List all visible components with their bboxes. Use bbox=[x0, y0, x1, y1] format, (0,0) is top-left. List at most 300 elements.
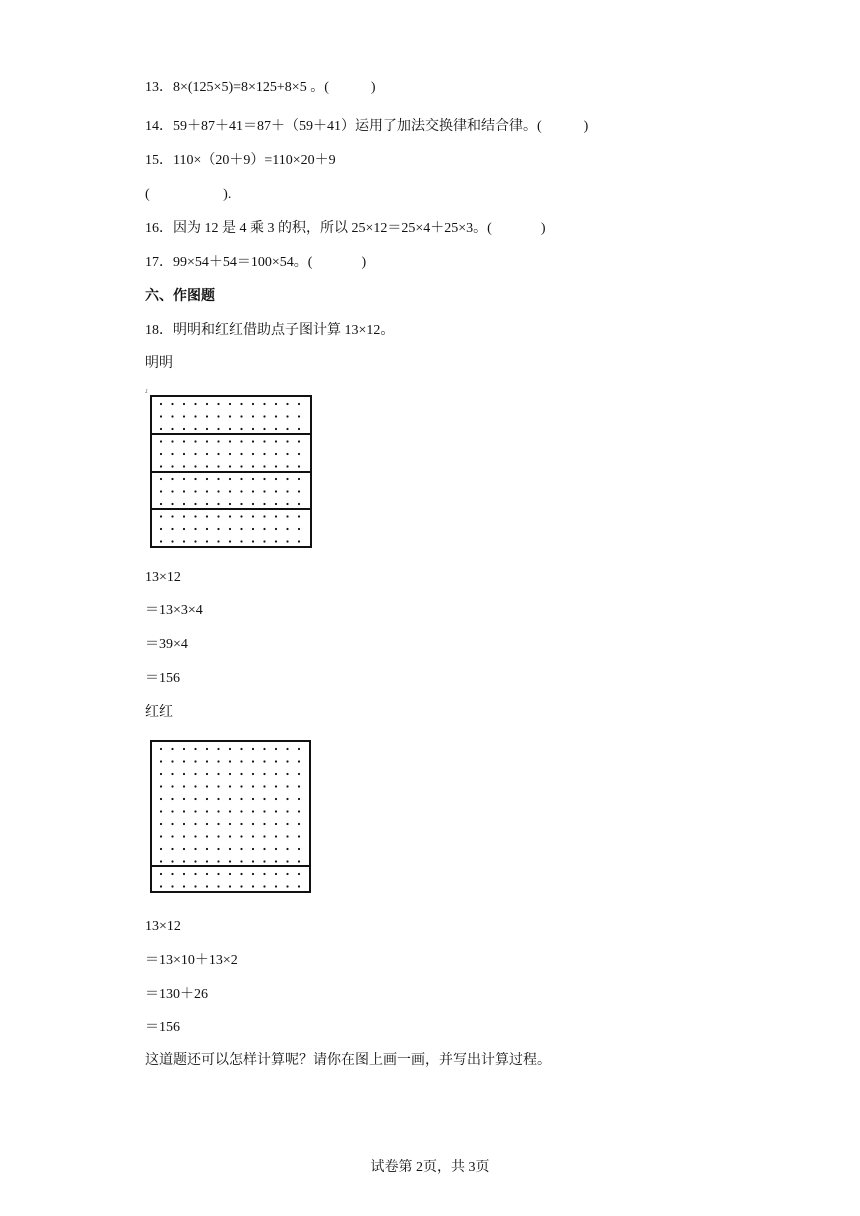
grid-dot bbox=[229, 798, 231, 800]
grid-dot bbox=[217, 873, 219, 875]
grid-dot bbox=[286, 873, 288, 875]
grid-dot bbox=[275, 810, 277, 812]
grid-dot bbox=[286, 453, 288, 455]
grid-dot bbox=[229, 760, 231, 762]
grid-dot bbox=[286, 810, 288, 812]
grid-dot bbox=[286, 885, 288, 887]
grid-dot bbox=[229, 810, 231, 812]
grid-dot bbox=[298, 465, 300, 467]
grid-dot bbox=[298, 785, 300, 787]
grid-dot bbox=[286, 798, 288, 800]
grid-dot bbox=[160, 403, 162, 405]
question-17: 17．99×54＋54＝100×54。( ) bbox=[145, 255, 367, 270]
grid-dot bbox=[263, 798, 265, 800]
grid-dot bbox=[160, 860, 162, 862]
grid-dot bbox=[286, 835, 288, 837]
grid-dot bbox=[286, 748, 288, 750]
grid-dot bbox=[160, 885, 162, 887]
grid-dot bbox=[252, 823, 254, 825]
grid-dot bbox=[194, 835, 196, 837]
grid-dot bbox=[206, 528, 208, 530]
grid-dot bbox=[160, 428, 162, 430]
grid-dot bbox=[286, 528, 288, 530]
grid-dot bbox=[217, 415, 219, 417]
grid-dot bbox=[229, 515, 231, 517]
grid-dot bbox=[194, 440, 196, 442]
grid-dot bbox=[240, 785, 242, 787]
grid-dot bbox=[183, 490, 185, 492]
grid-dot bbox=[240, 540, 242, 542]
grid-dot bbox=[286, 785, 288, 787]
grid-dot bbox=[206, 785, 208, 787]
grid-dot bbox=[252, 885, 254, 887]
grid-dot bbox=[160, 453, 162, 455]
calc-b-line-2: ＝13×10＋13×2 bbox=[145, 953, 238, 968]
grid-dot bbox=[206, 885, 208, 887]
grid-dot bbox=[206, 503, 208, 505]
grid-dot bbox=[298, 810, 300, 812]
calc-b-line-4: ＝156 bbox=[145, 1020, 180, 1035]
grid-dot bbox=[263, 540, 265, 542]
grid-dot bbox=[217, 478, 219, 480]
grid-dot bbox=[206, 403, 208, 405]
grid-dot bbox=[217, 848, 219, 850]
grid-dot bbox=[263, 478, 265, 480]
grid-dot bbox=[240, 823, 242, 825]
grid-dot bbox=[263, 415, 265, 417]
grid-dot bbox=[275, 823, 277, 825]
grid-dot bbox=[252, 503, 254, 505]
grid-dot bbox=[298, 403, 300, 405]
grid-dot bbox=[229, 428, 231, 430]
calc-a-line-1: 13×12 bbox=[145, 570, 181, 585]
grid-dot bbox=[217, 885, 219, 887]
grid-dot bbox=[171, 453, 173, 455]
grid-dot bbox=[298, 873, 300, 875]
grid-dot bbox=[171, 528, 173, 530]
grid-dot bbox=[240, 490, 242, 492]
grid-dot bbox=[171, 490, 173, 492]
grid-dot bbox=[298, 515, 300, 517]
grid-dot bbox=[160, 528, 162, 530]
grid-dot bbox=[171, 823, 173, 825]
grid-dot bbox=[183, 465, 185, 467]
grid-dot bbox=[160, 440, 162, 442]
grid-dot bbox=[298, 760, 300, 762]
grid-dot bbox=[217, 503, 219, 505]
grid-dot bbox=[171, 465, 173, 467]
calc-a-line-2: ＝13×3×4 bbox=[145, 603, 203, 618]
grid-dot bbox=[217, 403, 219, 405]
grid-dot bbox=[298, 415, 300, 417]
grid-dot bbox=[183, 760, 185, 762]
grid-dot bbox=[171, 760, 173, 762]
grid-dot bbox=[298, 835, 300, 837]
grid-dot bbox=[298, 528, 300, 530]
grid-dot bbox=[298, 823, 300, 825]
question-18-prompt: 18．明明和红红借助点子图计算 13×12。 bbox=[145, 323, 395, 338]
grid-dot bbox=[275, 860, 277, 862]
grid-dot bbox=[206, 810, 208, 812]
grid-dot bbox=[206, 490, 208, 492]
grid-dot bbox=[171, 810, 173, 812]
grid-dot bbox=[263, 490, 265, 492]
grid-dot bbox=[183, 478, 185, 480]
grid-dot bbox=[171, 415, 173, 417]
grid-dot bbox=[171, 403, 173, 405]
calc-b-line-3: ＝130＋26 bbox=[145, 987, 208, 1002]
grid-dot bbox=[252, 478, 254, 480]
grid-dot bbox=[229, 528, 231, 530]
grid-dot bbox=[229, 540, 231, 542]
grid-dot bbox=[298, 503, 300, 505]
grid-dot bbox=[229, 873, 231, 875]
grid-dot bbox=[229, 403, 231, 405]
grid-dot bbox=[194, 798, 196, 800]
grid-dot bbox=[194, 490, 196, 492]
grid-dot bbox=[183, 453, 185, 455]
scan-mark: ɹ bbox=[145, 386, 148, 395]
grid-dot bbox=[206, 540, 208, 542]
grid-dot bbox=[160, 873, 162, 875]
grid-dot bbox=[275, 503, 277, 505]
grid-dot bbox=[160, 515, 162, 517]
grid-dot bbox=[217, 798, 219, 800]
grid-dot bbox=[286, 490, 288, 492]
grid-dot bbox=[171, 798, 173, 800]
grid-dot bbox=[275, 515, 277, 517]
grid-dot bbox=[160, 490, 162, 492]
grid-dot bbox=[217, 528, 219, 530]
grid-dot bbox=[298, 540, 300, 542]
grid-dot bbox=[275, 415, 277, 417]
grid-dot bbox=[263, 860, 265, 862]
grid-dot bbox=[217, 490, 219, 492]
grid-dot bbox=[183, 873, 185, 875]
grid-dot bbox=[183, 428, 185, 430]
grid-dot bbox=[298, 440, 300, 442]
grid-dot bbox=[229, 785, 231, 787]
grid-dot bbox=[229, 465, 231, 467]
grid-dot bbox=[286, 478, 288, 480]
grid-dot bbox=[252, 528, 254, 530]
grid-dot bbox=[217, 515, 219, 517]
grid-dot bbox=[206, 515, 208, 517]
grid-dot bbox=[217, 540, 219, 542]
grid-dot bbox=[275, 885, 277, 887]
grid-dot bbox=[229, 823, 231, 825]
grid-dot bbox=[252, 453, 254, 455]
grid-dot bbox=[229, 835, 231, 837]
grid-dot bbox=[252, 873, 254, 875]
grid-dot bbox=[252, 403, 254, 405]
grid-dot bbox=[217, 440, 219, 442]
grid-dot bbox=[217, 465, 219, 467]
grid-dot bbox=[298, 860, 300, 862]
grid-dot bbox=[194, 403, 196, 405]
grid-dot bbox=[183, 440, 185, 442]
grid-dot bbox=[194, 810, 196, 812]
grid-dot bbox=[160, 848, 162, 850]
grid-dot bbox=[263, 760, 265, 762]
grid-dot bbox=[263, 823, 265, 825]
grid-dot bbox=[206, 453, 208, 455]
grid-dot bbox=[171, 428, 173, 430]
grid-dot bbox=[194, 515, 196, 517]
grid-dot bbox=[206, 478, 208, 480]
grid-dot bbox=[286, 415, 288, 417]
grid-dot bbox=[194, 503, 196, 505]
grid-dot bbox=[171, 848, 173, 850]
dot-grid-mingming bbox=[150, 394, 314, 550]
grid-dot bbox=[160, 760, 162, 762]
grid-dot bbox=[183, 810, 185, 812]
grid-dot bbox=[240, 428, 242, 430]
grid-dot bbox=[206, 823, 208, 825]
grid-dot bbox=[252, 465, 254, 467]
grid-dot bbox=[160, 835, 162, 837]
grid-b-border bbox=[151, 741, 310, 892]
grid-dot bbox=[194, 478, 196, 480]
grid-dot bbox=[240, 465, 242, 467]
grid-dot bbox=[194, 848, 196, 850]
grid-dot bbox=[275, 478, 277, 480]
grid-dot bbox=[275, 440, 277, 442]
grid-dot bbox=[263, 440, 265, 442]
grid-dot bbox=[217, 835, 219, 837]
grid-dot bbox=[194, 860, 196, 862]
question-15-answer-blank: ( ). bbox=[145, 187, 232, 202]
calc-a-line-4: ＝156 bbox=[145, 671, 180, 686]
grid-dot bbox=[206, 835, 208, 837]
grid-dot bbox=[275, 760, 277, 762]
grid-dot bbox=[275, 773, 277, 775]
grid-dot bbox=[298, 848, 300, 850]
question-13: 13．8×(125×5)=8×125+8×5 。( ) bbox=[145, 80, 376, 95]
grid-dot bbox=[240, 528, 242, 530]
grid-dot bbox=[183, 798, 185, 800]
grid-dot bbox=[240, 515, 242, 517]
grid-dot bbox=[240, 860, 242, 862]
grid-dot bbox=[298, 428, 300, 430]
grid-dot bbox=[263, 810, 265, 812]
grid-dot bbox=[286, 540, 288, 542]
grid-dot bbox=[229, 748, 231, 750]
grid-dot bbox=[298, 798, 300, 800]
grid-dot bbox=[286, 848, 288, 850]
grid-dot bbox=[240, 748, 242, 750]
grid-dot bbox=[217, 810, 219, 812]
grid-dot bbox=[229, 478, 231, 480]
grid-dot bbox=[160, 785, 162, 787]
grid-dot bbox=[229, 503, 231, 505]
grid-dot bbox=[183, 860, 185, 862]
grid-dot bbox=[263, 848, 265, 850]
grid-dot bbox=[252, 798, 254, 800]
grid-dot bbox=[286, 440, 288, 442]
grid-dot bbox=[229, 440, 231, 442]
grid-dot bbox=[275, 540, 277, 542]
grid-dot bbox=[240, 835, 242, 837]
grid-dot bbox=[240, 453, 242, 455]
grid-dot bbox=[206, 428, 208, 430]
grid-dot bbox=[275, 873, 277, 875]
grid-dot bbox=[252, 540, 254, 542]
grid-dot bbox=[160, 748, 162, 750]
grid-dot bbox=[229, 415, 231, 417]
grid-dot bbox=[240, 885, 242, 887]
grid-dot bbox=[252, 810, 254, 812]
grid-dot bbox=[240, 503, 242, 505]
grid-dot bbox=[286, 465, 288, 467]
grid-dot bbox=[171, 748, 173, 750]
grid-dot bbox=[206, 748, 208, 750]
grid-dot bbox=[275, 490, 277, 492]
section-heading: 六、作图题 bbox=[145, 288, 215, 304]
grid-dot bbox=[263, 515, 265, 517]
grid-dot bbox=[229, 490, 231, 492]
grid-dot bbox=[286, 860, 288, 862]
grid-dot bbox=[263, 453, 265, 455]
person-b-label: 红红 bbox=[145, 705, 173, 720]
grid-dot bbox=[298, 885, 300, 887]
grid-dot bbox=[160, 540, 162, 542]
grid-dot bbox=[240, 810, 242, 812]
grid-dot bbox=[183, 515, 185, 517]
grid-dot bbox=[240, 873, 242, 875]
grid-dot bbox=[183, 848, 185, 850]
grid-dot bbox=[263, 785, 265, 787]
grid-dot bbox=[240, 848, 242, 850]
grid-dot bbox=[252, 415, 254, 417]
grid-dot bbox=[240, 760, 242, 762]
grid-dot bbox=[183, 773, 185, 775]
grid-dot bbox=[171, 440, 173, 442]
grid-dot bbox=[263, 503, 265, 505]
grid-dot bbox=[263, 748, 265, 750]
grid-dot bbox=[171, 540, 173, 542]
grid-dot bbox=[183, 503, 185, 505]
grid-dot bbox=[275, 453, 277, 455]
grid-dot bbox=[217, 760, 219, 762]
grid-dot bbox=[160, 465, 162, 467]
grid-dot bbox=[263, 873, 265, 875]
grid-dot bbox=[298, 490, 300, 492]
page-footer: 试卷第 2页，共 3页 bbox=[370, 1160, 490, 1175]
question-16: 16．因为 12 是 4 乘 3 的积，所以 25×12＝25×4＋25×3。( ) bbox=[145, 221, 546, 236]
grid-dot bbox=[206, 798, 208, 800]
grid-dot bbox=[252, 440, 254, 442]
grid-dot bbox=[160, 415, 162, 417]
grid-dot bbox=[171, 478, 173, 480]
grid-dot bbox=[206, 465, 208, 467]
calc-b-line-1: 13×12 bbox=[145, 919, 181, 934]
grid-dot bbox=[183, 528, 185, 530]
grid-dot bbox=[206, 860, 208, 862]
grid-dot bbox=[298, 453, 300, 455]
grid-dot bbox=[206, 760, 208, 762]
grid-dot bbox=[229, 885, 231, 887]
grid-dot bbox=[286, 503, 288, 505]
grid-dot bbox=[206, 440, 208, 442]
grid-dot bbox=[217, 823, 219, 825]
grid-dot bbox=[160, 773, 162, 775]
grid-dot bbox=[194, 873, 196, 875]
grid-dot bbox=[171, 873, 173, 875]
grid-dot bbox=[206, 873, 208, 875]
calc-a-line-3: ＝39×4 bbox=[145, 637, 188, 652]
grid-dot bbox=[183, 835, 185, 837]
grid-dot bbox=[206, 773, 208, 775]
grid-dot bbox=[252, 515, 254, 517]
grid-dot bbox=[240, 773, 242, 775]
grid-dot bbox=[252, 490, 254, 492]
grid-dot bbox=[194, 773, 196, 775]
grid-dot bbox=[206, 848, 208, 850]
grid-dot bbox=[171, 860, 173, 862]
grid-dot bbox=[240, 440, 242, 442]
grid-dot bbox=[252, 785, 254, 787]
grid-dot bbox=[275, 848, 277, 850]
grid-dot bbox=[240, 415, 242, 417]
grid-dot bbox=[275, 748, 277, 750]
grid-dot bbox=[286, 773, 288, 775]
grid-dot bbox=[194, 748, 196, 750]
grid-dot bbox=[229, 453, 231, 455]
grid-dot bbox=[160, 810, 162, 812]
grid-dot bbox=[194, 785, 196, 787]
grid-dot bbox=[194, 415, 196, 417]
grid-dot bbox=[275, 465, 277, 467]
grid-dot bbox=[263, 773, 265, 775]
grid-dot bbox=[171, 503, 173, 505]
grid-dot bbox=[160, 798, 162, 800]
grid-dot bbox=[183, 415, 185, 417]
grid-dot bbox=[217, 748, 219, 750]
grid-dot bbox=[275, 835, 277, 837]
grid-dot bbox=[275, 785, 277, 787]
grid-dot bbox=[171, 515, 173, 517]
grid-dot bbox=[252, 835, 254, 837]
grid-dot bbox=[252, 860, 254, 862]
grid-dot bbox=[286, 403, 288, 405]
grid-dot bbox=[275, 798, 277, 800]
grid-dot bbox=[252, 848, 254, 850]
grid-dot bbox=[252, 773, 254, 775]
grid-dot bbox=[298, 478, 300, 480]
grid-dot bbox=[206, 415, 208, 417]
grid-dot bbox=[252, 428, 254, 430]
grid-dot bbox=[263, 835, 265, 837]
grid-dot bbox=[183, 748, 185, 750]
grid-dot bbox=[194, 428, 196, 430]
grid-dot bbox=[263, 428, 265, 430]
grid-dot bbox=[194, 465, 196, 467]
question-14: 14．59＋87＋41＝87＋（59＋41）运用了加法交换律和结合律。( ) bbox=[145, 119, 589, 134]
grid-dot bbox=[263, 465, 265, 467]
grid-dot bbox=[160, 823, 162, 825]
grid-dot bbox=[275, 528, 277, 530]
grid-dot bbox=[298, 773, 300, 775]
grid-dot bbox=[171, 885, 173, 887]
grid-dot bbox=[286, 428, 288, 430]
grid-dot bbox=[217, 773, 219, 775]
grid-dot bbox=[286, 515, 288, 517]
dot-grid-honghong bbox=[150, 739, 314, 895]
grid-dot bbox=[194, 823, 196, 825]
grid-dot bbox=[217, 860, 219, 862]
grid-dot bbox=[183, 785, 185, 787]
